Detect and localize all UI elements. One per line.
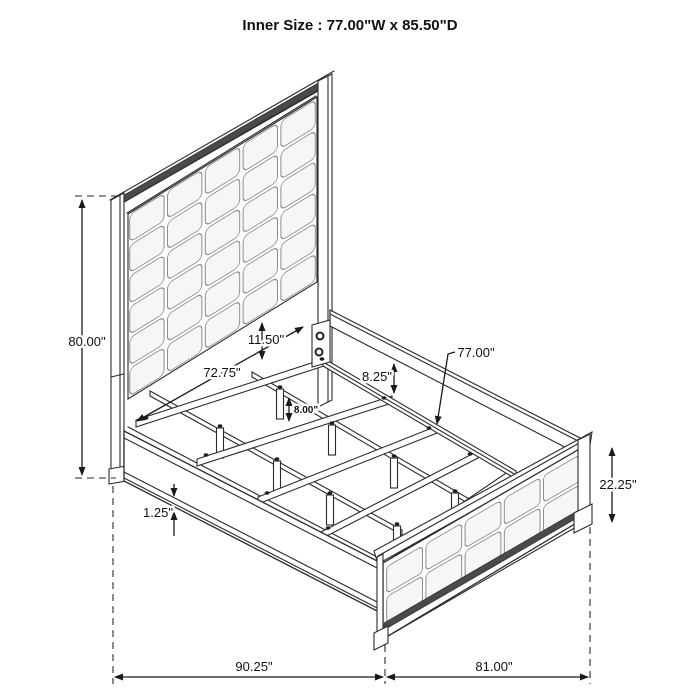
dimension-label: 8.00" bbox=[293, 405, 319, 416]
side-rail-far bbox=[312, 310, 586, 479]
dimension-label: 81.00" bbox=[475, 659, 513, 674]
dimension-overall-depth bbox=[115, 659, 383, 677]
dimension-headboard-clearance bbox=[248, 323, 285, 359]
dimension-label: 1.25" bbox=[143, 505, 173, 520]
dimension-headboard-height bbox=[68, 196, 116, 478]
diagram-title: Inner Size : 77.00"W x 85.50"D bbox=[242, 17, 458, 34]
dimension-label: 11.50" bbox=[247, 332, 285, 347]
slat-leg bbox=[277, 389, 284, 419]
footboard-left-foot bbox=[374, 626, 388, 650]
dimension-overall-width bbox=[387, 659, 588, 677]
slat-leg bbox=[274, 461, 281, 491]
dimension-label: 80.00" bbox=[68, 334, 106, 349]
dimension-label: 8.25" bbox=[362, 369, 392, 384]
slat-leg bbox=[391, 458, 398, 488]
dimension-footboard-height bbox=[599, 448, 637, 522]
dimension-label: 72.75" bbox=[203, 365, 241, 380]
slat-leg bbox=[327, 495, 334, 525]
dimension-label: 90.25" bbox=[235, 659, 273, 674]
slat-leg bbox=[329, 425, 336, 455]
dimension-label: 77.00" bbox=[457, 345, 495, 360]
dimension-label: 22.25" bbox=[599, 477, 637, 492]
headboard-left-post bbox=[111, 193, 124, 481]
